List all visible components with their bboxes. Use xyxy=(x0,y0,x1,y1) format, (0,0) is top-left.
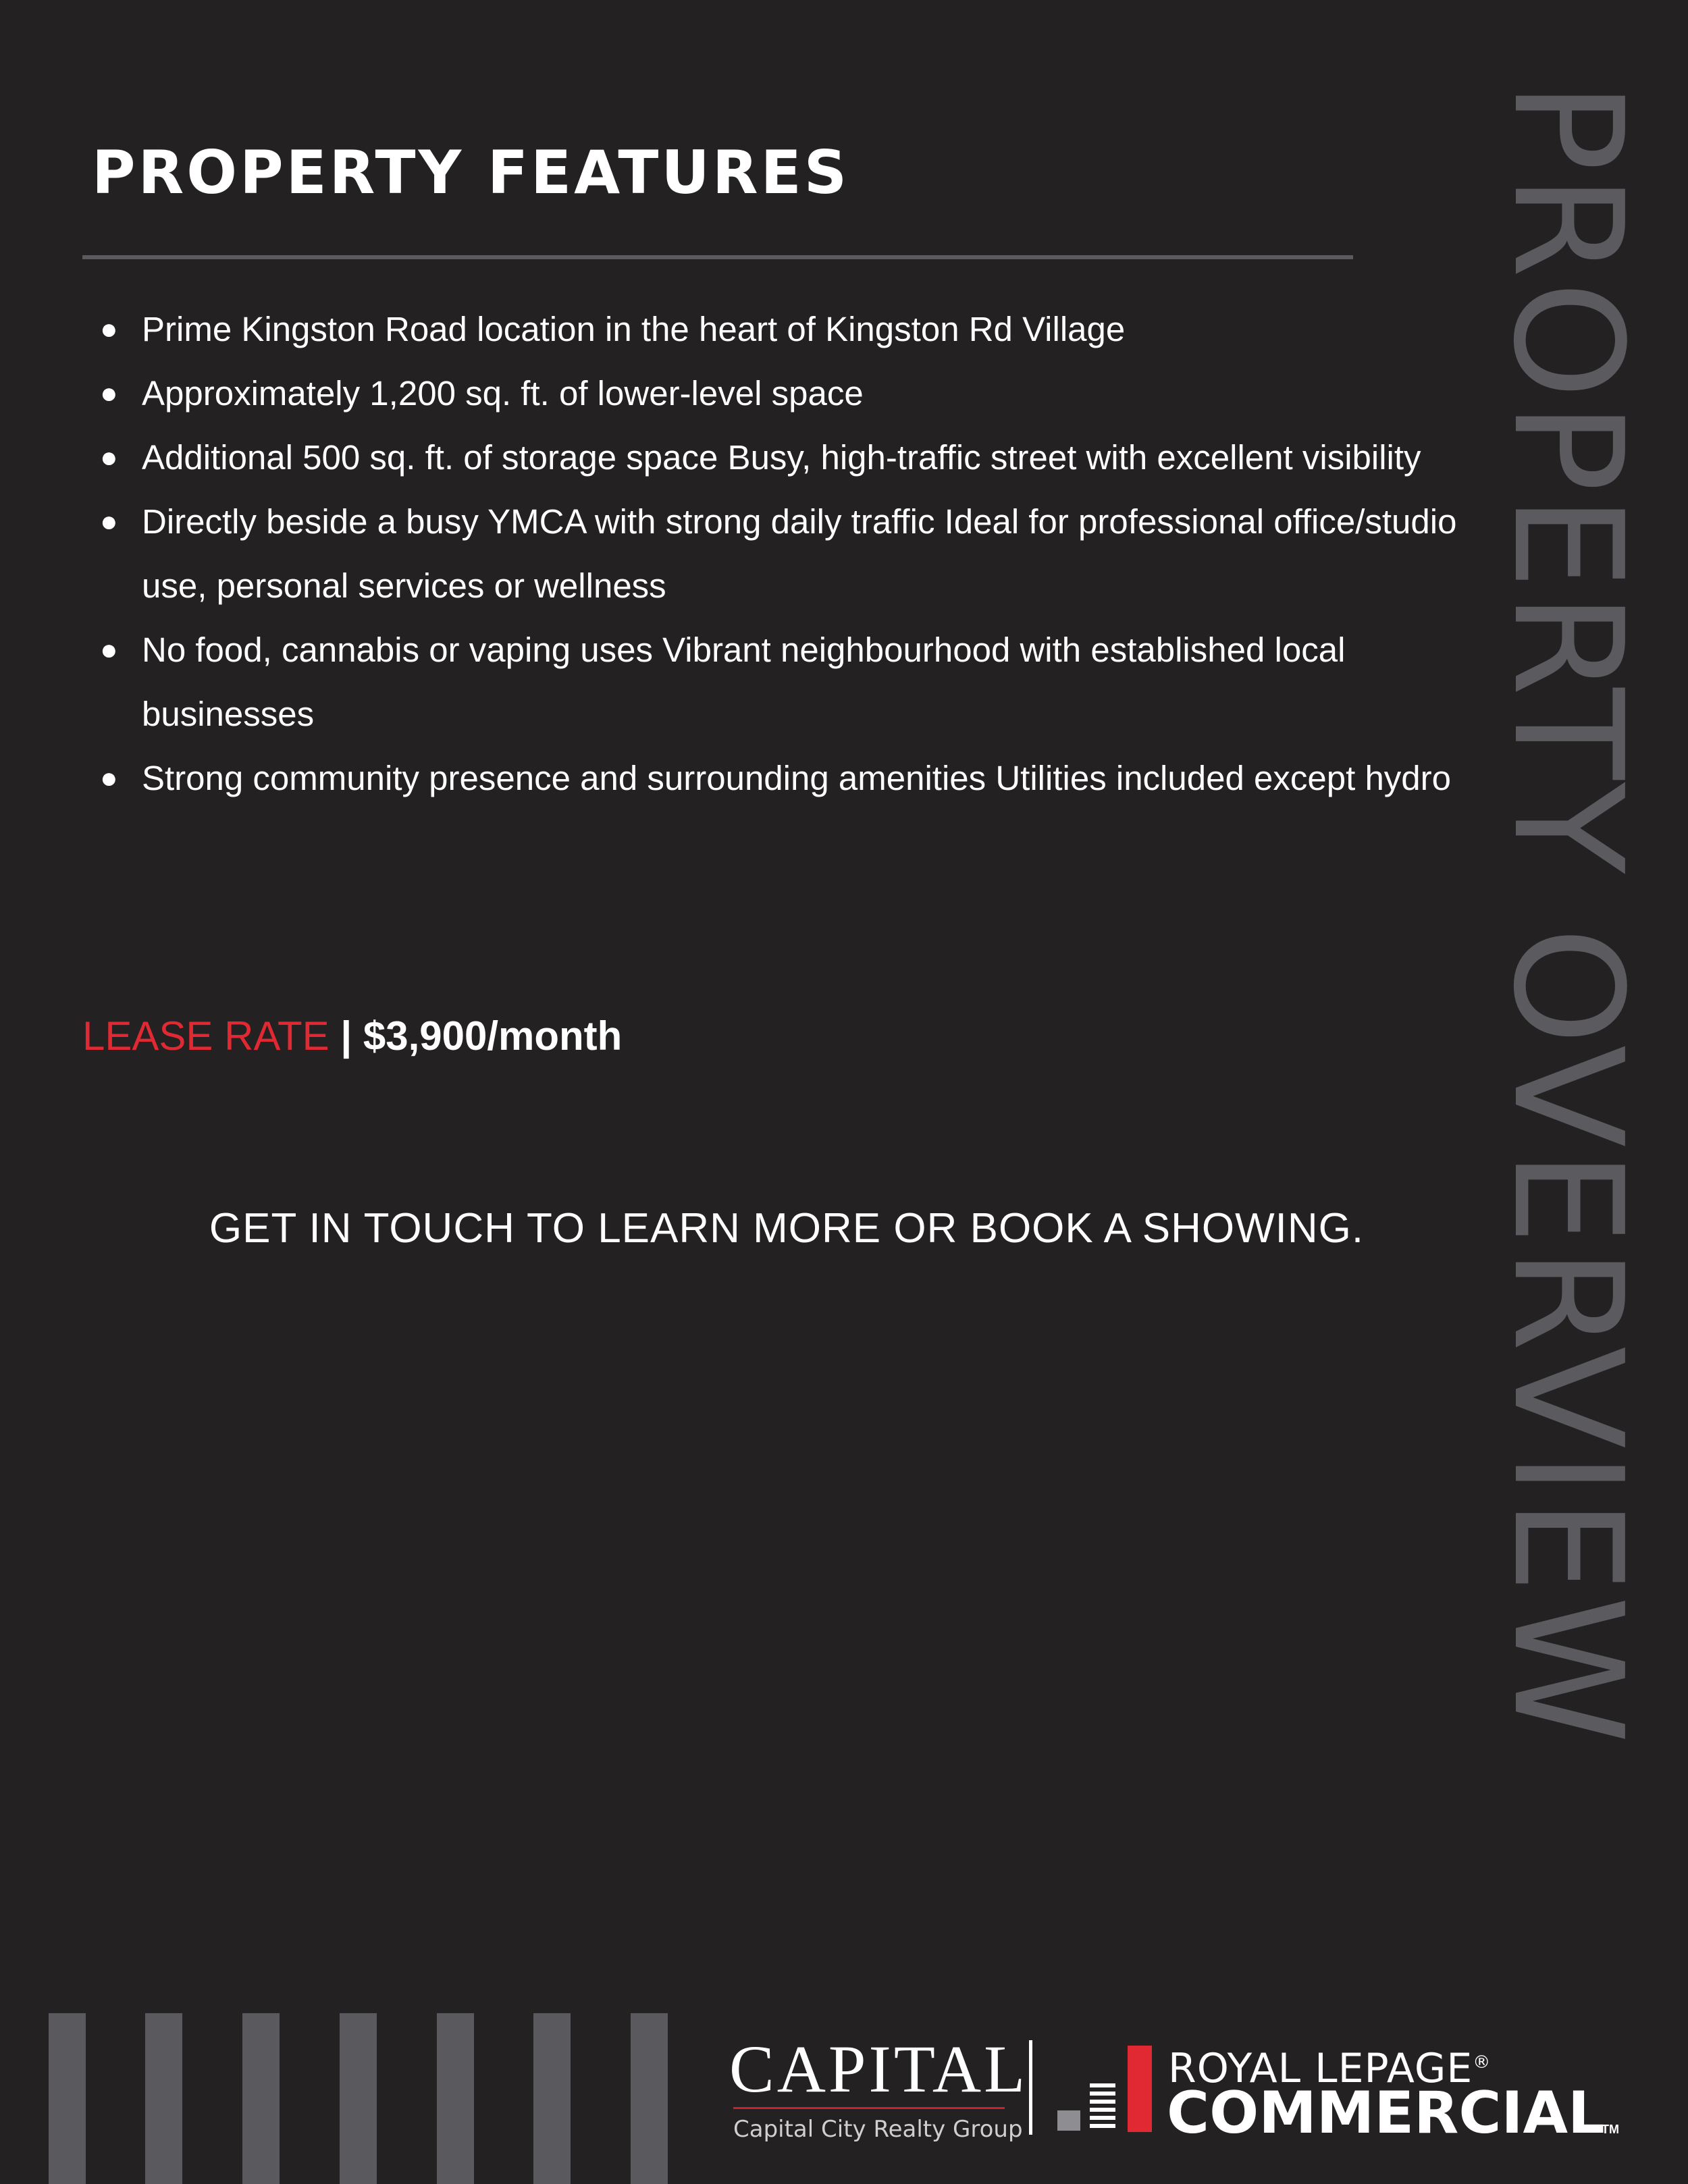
feature-text: No food, cannabis or vaping uses Vibrant neighbourhood with established local businesses xyxy=(142,631,1346,733)
feature-text: Approximately 1,200 sq. ft. of lower-level space xyxy=(142,374,864,412)
feature-text: Additional 500 sq. ft. of storage space Busy, high-traffic street with excellent visibility xyxy=(142,438,1421,477)
bullet-icon: ● xyxy=(100,313,118,346)
title-divider xyxy=(82,255,1353,259)
lease-rate-separator: | xyxy=(340,1013,352,1059)
royal-lepage-mark-icon xyxy=(1057,2046,1152,2133)
bullet-icon: ● xyxy=(100,377,118,410)
bullet-icon: ● xyxy=(100,633,118,666)
feature-text: Strong community presence and surrounding amenities Utilities included except hydro xyxy=(142,759,1452,797)
feature-text: Prime Kingston Road location in the heart of Kingston Rd Village xyxy=(142,310,1126,348)
list-item xyxy=(100,297,1479,361)
features-list xyxy=(100,297,1479,810)
registered-mark: ® xyxy=(1473,2052,1492,2073)
logo-divider xyxy=(1029,2040,1032,2135)
stripe xyxy=(437,2013,474,2184)
list-item xyxy=(100,746,1479,810)
side-title: PROPERTY OVERVIEW xyxy=(1480,81,1654,1747)
stripe xyxy=(340,2013,377,2184)
bullet-icon: ● xyxy=(100,762,118,795)
list-item xyxy=(100,489,1479,618)
decorative-stripes xyxy=(49,2013,677,2184)
royal-lepage-commercial: COMMERCIAL xyxy=(1167,2079,1605,2147)
bullet-icon: ● xyxy=(100,441,118,474)
lease-rate-label: LEASE RATE xyxy=(82,1013,329,1059)
stripe xyxy=(242,2013,280,2184)
lease-rate xyxy=(82,1006,622,1067)
feature-text: Directly beside a busy YMCA with strong daily traffic Ideal for professional office/studio use, personal services or wellness xyxy=(142,502,1457,605)
capital-underline xyxy=(733,2107,1005,2109)
royal-lepage-text: ROYAL LEPAGE xyxy=(1168,2045,1473,2092)
capital-logo xyxy=(729,2031,1028,2143)
stripe xyxy=(145,2013,182,2184)
stripe xyxy=(631,2013,668,2184)
list-item xyxy=(100,361,1479,425)
call-to-action: GET IN TOUCH TO LEARN MORE OR BOOK A SHOWING. xyxy=(209,1205,1365,1252)
lease-rate-value: $3,900/month xyxy=(363,1013,623,1059)
capital-subtitle: Capital City Realty Group xyxy=(733,2116,1023,2143)
list-item xyxy=(100,425,1479,489)
capital-wordmark: CAPITAL xyxy=(729,2031,1028,2106)
bullet-icon: ● xyxy=(100,505,118,538)
stripe xyxy=(533,2013,571,2184)
trademark-mark: TM xyxy=(1602,2123,1619,2136)
list-item xyxy=(100,618,1479,746)
page-title: PROPERTY FEATURES xyxy=(92,138,850,207)
stripe xyxy=(49,2013,86,2184)
